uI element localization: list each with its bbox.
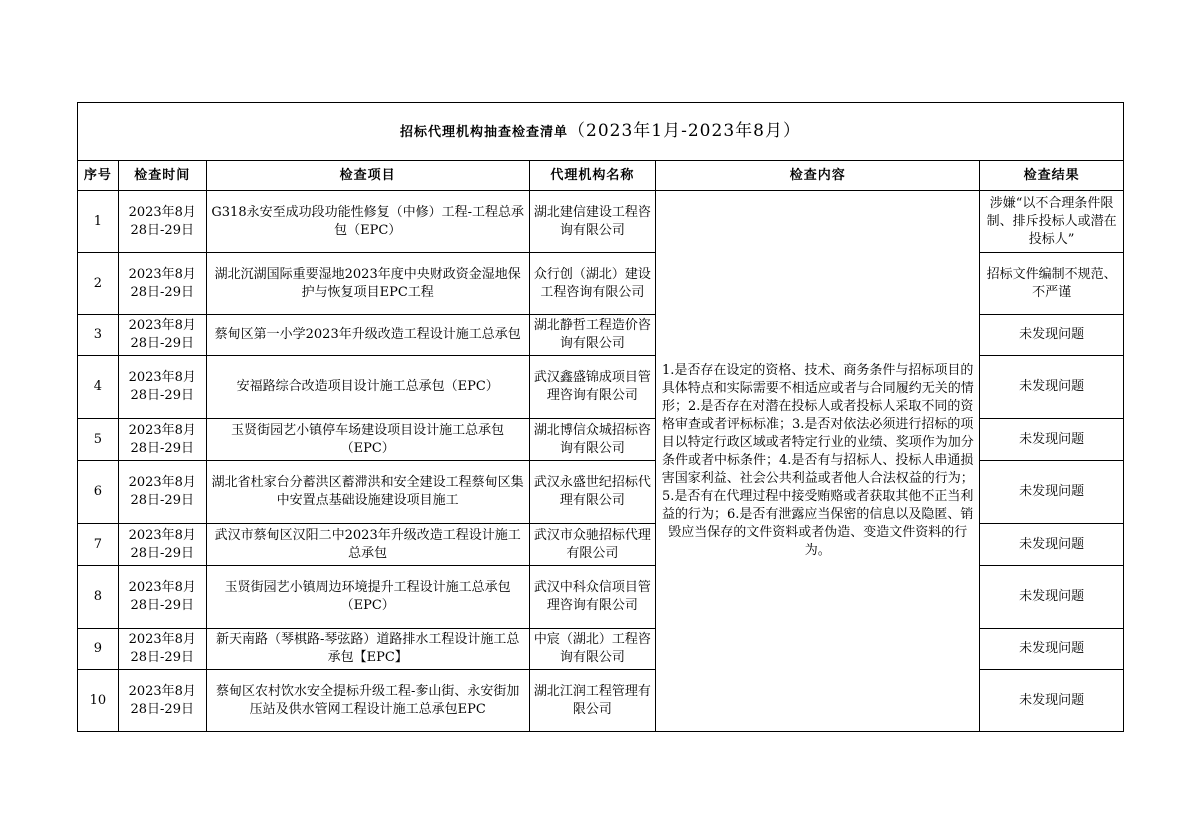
row-result: 未发现问题	[980, 670, 1124, 732]
row-time: 2023年8月28日-29日	[118, 253, 206, 315]
inspection-table	[77, 102, 1124, 732]
row-item: 湖北省杜家台分蓄洪区蓄滞洪和安全建设工程蔡甸区集中安置点基础设施建设项目施工	[206, 461, 529, 524]
row-item: 新天南路（琴棋路-琴弦路）道路排水工程设计施工总承包【EPC】	[206, 629, 529, 670]
header-time: 检查时间	[118, 161, 206, 191]
row-agency: 武汉鑫盛锦成项目管理咨询有限公司	[529, 356, 656, 419]
row-agency: 武汉市众驰招标代理有限公司	[529, 524, 656, 566]
header-row	[78, 161, 1124, 191]
row-item: 武汉市蔡甸区汉阳二中2023年升级改造工程设计施工总承包	[206, 524, 529, 566]
row-result: 未发现问题	[980, 315, 1124, 356]
row-result: 未发现问题	[980, 419, 1124, 461]
row-no: 7	[78, 524, 119, 566]
table-row	[78, 191, 1124, 253]
inspection-content: 1.是否存在设定的资格、技术、商务条件与招标项目的具体特点和实际需要不相适应或者与合同履约无关的情形；2.是否存在对潜在投标人或者投标人采取不同的资格审查或者评标标准；3.是否对依法必须进行招标的项目以特定行政区域或者特定行业的业绩、奖项作为加分条件或者中标条件；4.是否有与招标人、投标人串通损害国家利益、社会公共利益或者他人合法权益的行为；5.是否有在代理过程中接受贿赂或者获取其他不正当利益的行为；6.是否有泄露应当保密的信息以及隐匿、销毁应当保存的文件资料或者伪造、变造文件资料的行为。	[656, 191, 980, 732]
row-item: 蔡甸区农村饮水安全提标升级工程-奓山街、永安街加压站及供水管网工程设计施工总承包EPC	[206, 670, 529, 732]
row-no: 5	[78, 419, 119, 461]
row-time: 2023年8月28日-29日	[118, 670, 206, 732]
row-time: 2023年8月28日-29日	[118, 461, 206, 524]
row-no: 6	[78, 461, 119, 524]
row-result: 未发现问题	[980, 524, 1124, 566]
row-no: 4	[78, 356, 119, 419]
row-no: 8	[78, 566, 119, 629]
title-date-range: （2023年1月-2023年8月）	[568, 120, 801, 141]
row-agency: 湖北博信众城招标咨询有限公司	[529, 419, 656, 461]
header-item: 检查项目	[206, 161, 529, 191]
row-no: 9	[78, 629, 119, 670]
page-title	[78, 103, 1124, 161]
row-agency: 众行创（湖北）建设工程咨询有限公司	[529, 253, 656, 315]
row-agency: 武汉中科众信项目管理咨询有限公司	[529, 566, 656, 629]
row-time: 2023年8月28日-29日	[118, 566, 206, 629]
header-agency: 代理机构名称	[529, 161, 656, 191]
row-time: 2023年8月28日-29日	[118, 315, 206, 356]
row-time: 2023年8月28日-29日	[118, 356, 206, 419]
row-agency: 武汉永盛世纪招标代理有限公司	[529, 461, 656, 524]
row-result: 招标文件编制不规范、不严谨	[980, 253, 1124, 315]
row-no: 10	[78, 670, 119, 732]
row-result: 未发现问题	[980, 356, 1124, 419]
row-time: 2023年8月28日-29日	[118, 419, 206, 461]
row-agency: 中宸（湖北）工程咨询有限公司	[529, 629, 656, 670]
row-time: 2023年8月28日-29日	[118, 629, 206, 670]
row-time: 2023年8月28日-29日	[118, 191, 206, 253]
row-item: 蔡甸区第一小学2023年升级改造工程设计施工总承包	[206, 315, 529, 356]
row-time: 2023年8月28日-29日	[118, 524, 206, 566]
row-agency: 湖北建信建设工程咨询有限公司	[529, 191, 656, 253]
row-item: 玉贤街园艺小镇周边环境提升工程设计施工总承包（EPC）	[206, 566, 529, 629]
row-item: G318永安至成功段功能性修复（中修）工程-工程总承包（EPC）	[206, 191, 529, 253]
row-agency: 湖北静哲工程造价咨询有限公司	[529, 315, 656, 356]
header-content: 检查内容	[656, 161, 980, 191]
row-result: 未发现问题	[980, 629, 1124, 670]
row-item: 玉贤街园艺小镇停车场建设项目设计施工总承包（EPC）	[206, 419, 529, 461]
row-agency: 湖北江润工程管理有限公司	[529, 670, 656, 732]
row-item: 湖北沉湖国际重要湿地2023年度中央财政资金湿地保护与恢复项目EPC工程	[206, 253, 529, 315]
row-result: 涉嫌“以不合理条件限制、排斥投标人或潜在投标人”	[980, 191, 1124, 253]
header-no: 序号	[78, 161, 119, 191]
row-no: 2	[78, 253, 119, 315]
row-item: 安福路综合改造项目设计施工总承包（EPC）	[206, 356, 529, 419]
title-text: 招标代理机构抽查检查清单	[400, 124, 569, 140]
row-result: 未发现问题	[980, 461, 1124, 524]
row-result: 未发现问题	[980, 566, 1124, 629]
row-no: 3	[78, 315, 119, 356]
header-result: 检查结果	[980, 161, 1124, 191]
row-no: 1	[78, 191, 119, 253]
